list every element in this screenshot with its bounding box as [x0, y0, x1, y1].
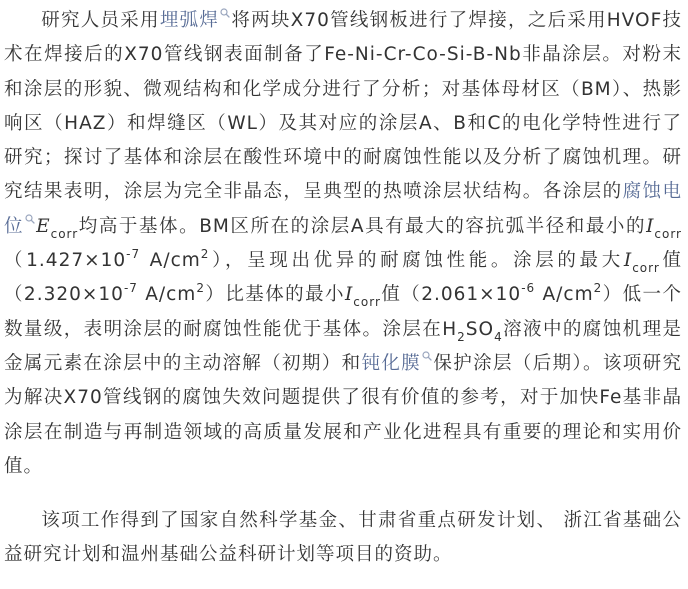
text-segment: 保护涂层（后期）。该项研究为解决X70管线钢的腐蚀失效问题提供了很有价值的参考，对于加快Fe基非晶涂层在制造与再制造领域的高质量发展和产业化进程具有重要的理论和实用价值。 [4, 352, 682, 477]
keyword-link-corrosion-potential[interactable]: 腐蚀电位 [4, 181, 682, 237]
superscript-exponent: 2 [200, 247, 210, 262]
search-icon[interactable] [25, 214, 35, 224]
symbol-i: I [646, 215, 655, 237]
superscript-exponent: -7 [123, 281, 138, 296]
funding-text: 该项工作得到了国家自然科学基金、甘肃省重点研发计划、 浙江省基础公益研究计划和温州基础公益科研计划等项目的资助。 [4, 510, 682, 566]
subscript-corr: corr [353, 295, 381, 310]
text-segment: 溶液中的腐蚀机理是金属元素在涂层中的主动溶解（初期）和 [4, 318, 682, 374]
text-segment: A/cm [535, 284, 594, 306]
text-segment: A/cm [137, 284, 197, 306]
subscript-corr: corr [654, 226, 682, 241]
text-segment: ）比基体的最小 [204, 284, 345, 306]
superscript-exponent: 2 [593, 281, 603, 296]
keyword-link-passive-film[interactable]: 钝化膜 [361, 352, 422, 374]
search-icon[interactable] [422, 351, 432, 361]
paragraph-research-summary [4, 4, 682, 484]
text-segment: （1.427×10 [4, 250, 127, 272]
symbol-i: I [623, 250, 633, 272]
subscript-corr: corr [50, 226, 79, 241]
text-segment: 值（2.061×10 [380, 284, 522, 306]
keyword-link-submerged-arc-welding[interactable]: 埋弧焊 [159, 10, 220, 31]
text-segment: 值（2.320×10 [4, 250, 682, 306]
text-segment: SO [465, 318, 495, 340]
subscript-corr: corr [632, 261, 660, 276]
symbol-e: E [36, 215, 51, 237]
text-segment: A/cm [140, 250, 201, 272]
text-segment: 将两块X70管线钢板进行了焊接，之后采用HVOF技术在焊接后的X70管线钢表面制备了Fe-Ni-Cr-Co-Si-B-Nb非晶涂层。对粉末和涂层的形貌、微观结构和化学成分进行了分析；对基体母材区（BM）、热影响区（HAZ）和焊缝区（WL）及其对应的涂层A、B和C的电化学特性进行了研究；探讨了基体和涂层在酸性环境中的耐腐蚀性能以及分析了腐蚀机理。研究结果表明，涂层为完全非晶态，呈典型的热喷涂层状结构。各涂层的 [4, 10, 682, 203]
paragraph-funding [4, 504, 682, 573]
text-segment: ），呈现出优异的耐腐蚀性能。涂层的最大 [209, 250, 624, 272]
text-segment: ）低一个数量级，表明涂层的耐腐蚀性能优于基体。涂层在H [4, 284, 682, 340]
search-icon[interactable] [220, 8, 230, 18]
text-segment: 研究人员采用 [41, 10, 160, 31]
subscript-2: 2 [457, 329, 466, 344]
superscript-exponent: 2 [196, 281, 205, 296]
symbol-i: I [344, 284, 354, 306]
superscript-exponent: -7 [126, 247, 141, 262]
subscript-4: 4 [494, 329, 503, 344]
text-segment: 均高于基体。BM区所在的涂层A具有最大的容抗弧半径和最小的 [78, 215, 647, 237]
superscript-exponent: -6 [521, 281, 536, 296]
